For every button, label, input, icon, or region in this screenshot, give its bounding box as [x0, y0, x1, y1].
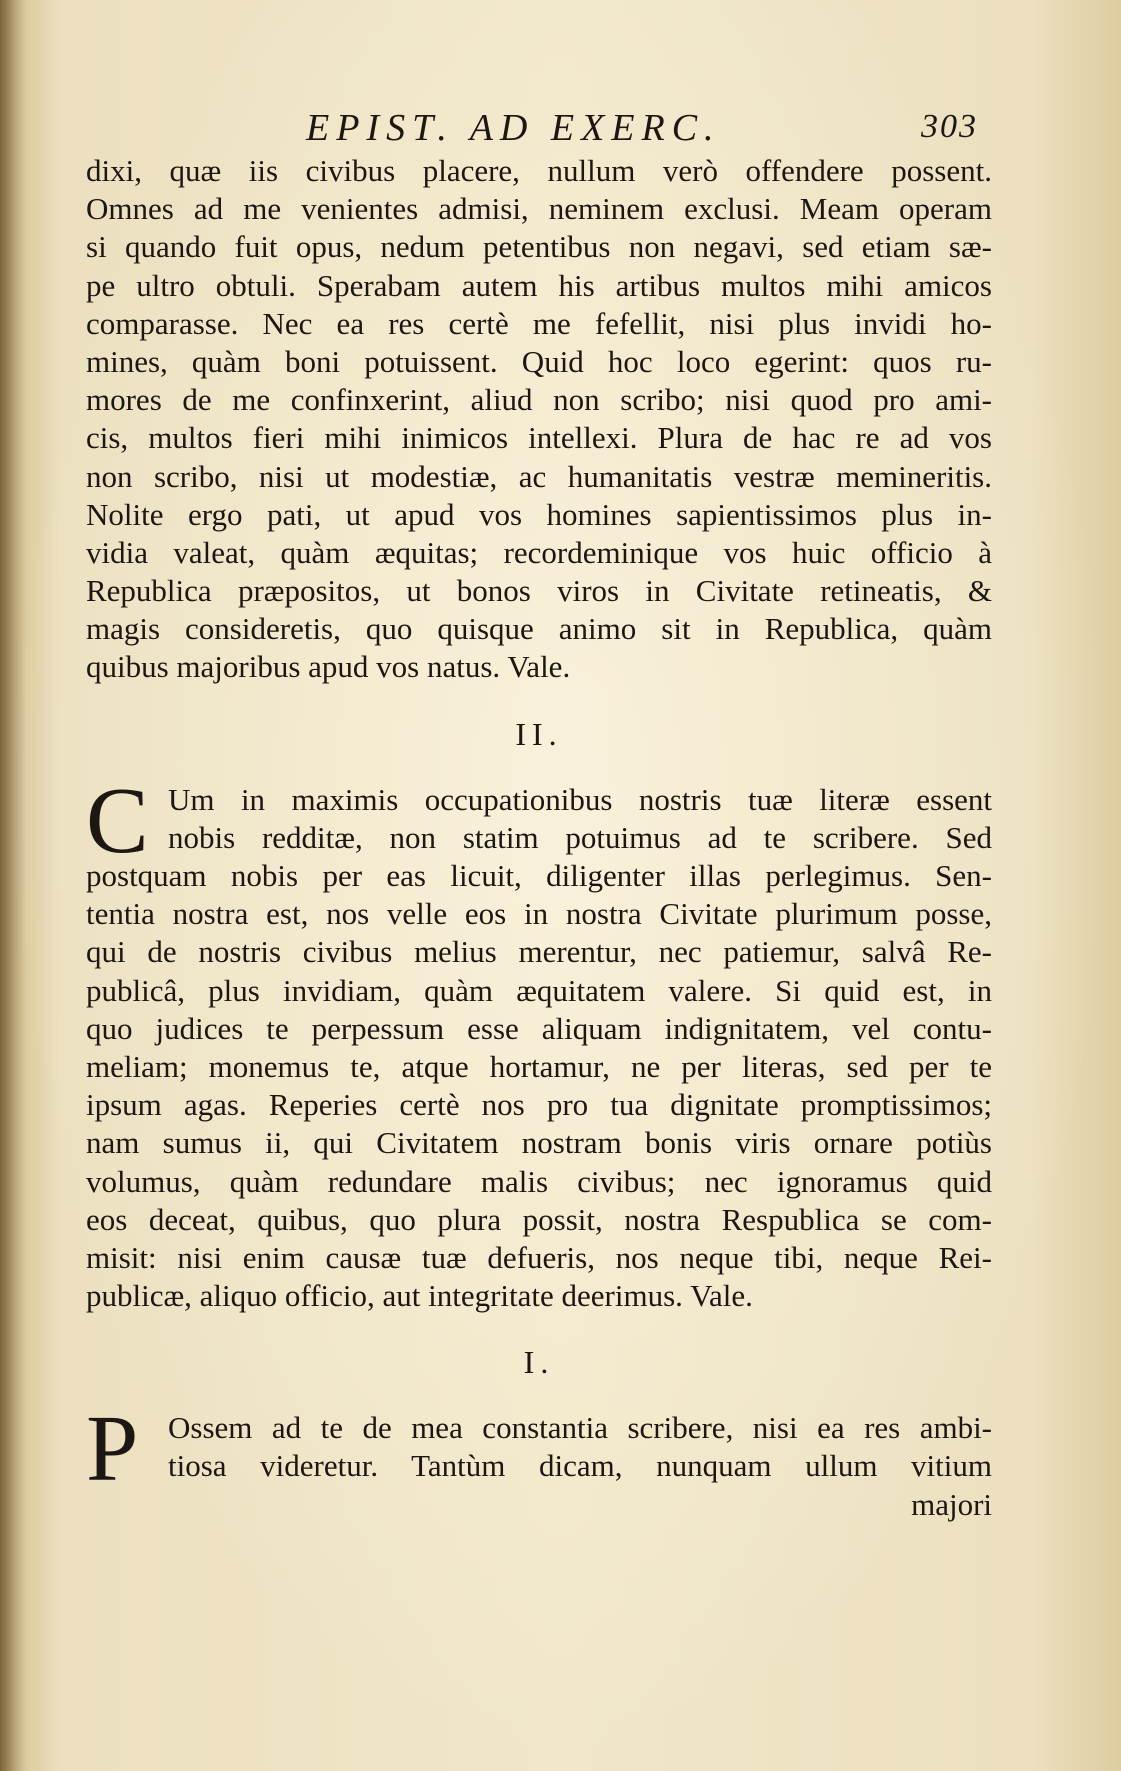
text-line: volumus, quàm redundare malis civibus; nec ignoramus quid [86, 1163, 992, 1199]
running-head-title: EPIST. AD EXERC. [306, 107, 721, 149]
text-line: misit: nisi enim causæ tuæ defueris, nos neque tibi, neque Rei- [86, 1239, 992, 1275]
text-line: eos deceat, quibus, quo plura possit, nostra Respublica se com- [86, 1201, 992, 1237]
section-heading-i: I. [523, 1344, 555, 1381]
running-head [86, 100, 992, 152]
text-line: tiosa videretur. Tantùm dicam, nunquam ullum vitium [168, 1448, 992, 1484]
text-line: pe ultro obtuli. Sperabam autem his artibus multos mihi amicos [86, 267, 992, 303]
text-block [86, 100, 992, 1524]
initial-indented-lines [86, 781, 992, 857]
text-line: Ossem ad te de mea constantia scribere, nisi ea res ambi- [168, 1410, 992, 1446]
letter-i [86, 1397, 992, 1524]
text-line: cis, multos fieri mihi inimicos intellexi. Plura de hac re ad vos [86, 420, 992, 456]
text-line: quibus majoribus apud vos natus. Vale. [86, 649, 571, 685]
drop-cap-initial: C [86, 768, 149, 873]
spine-shadow [0, 0, 26, 1771]
text-line: Republica præpositos, ut bonos viros in Civitate retineatis, & [86, 573, 992, 609]
text-line: qui de nostris civibus melius merentur, nec patiemur, salvâ Re- [86, 934, 992, 970]
page-number: 303 [921, 108, 978, 145]
text-line: publicâ, plus invidiam, quàm æquitatem valere. Si quid est, in [86, 972, 992, 1008]
letter-continuation [86, 152, 992, 687]
text-line: postquam nobis per eas licuit, diligenter illas perlegimus. Sen- [86, 858, 992, 893]
text-line: dixi, quæ iis civibus placere, nullum verò offendere possent. [86, 153, 992, 188]
drop-cap-initial: P [86, 1397, 139, 1502]
text-line: comparasse. Nec ea res certè me fefellit, nisi plus invidi ho- [86, 305, 992, 341]
text-line: meliam; monemus te, atque hortamur, ne per literas, sed per te [86, 1048, 992, 1084]
text-line: nam sumus ii, qui Civitatem nostram bonis viris ornare potiùs [86, 1125, 992, 1161]
text-line: non scribo, nisi ut modestiæ, ac humanitatis vestræ memineritis. [86, 458, 992, 494]
text-line: tentia nostra est, nos velle eos in nostra Civitate plurimum posse, [86, 896, 992, 932]
text-line: Nolite ergo pati, ut apud vos homines sapientissimos plus in- [86, 496, 992, 532]
text-line: Omnes ad me venientes admisi, neminem exclusi. Meam operam [86, 191, 992, 227]
section-heading-ii: II. [515, 715, 563, 752]
catchword: majori [911, 1486, 992, 1522]
initial-indented-lines [86, 1409, 992, 1485]
text-line: mores de me confinxerint, aliud non scribo; nisi quod pro ami- [86, 382, 992, 418]
text-line: vidia valeat, quàm æquitas; recordeminique vos huic officio à [86, 534, 992, 570]
text-line: ipsum agas. Reperies certè nos pro tua dignitate promptissimos; [86, 1087, 992, 1123]
text-line: Um in maximis occupationibus nostris tuæ literæ essent [168, 781, 992, 817]
text-line: mines, quàm boni potuissent. Quid hoc loco egerint: quos ru- [86, 343, 992, 379]
text-line: quo judices te perpessum esse aliquam indignitatem, vel contu- [86, 1010, 992, 1046]
text-line: nobis redditæ, non statim potuimus ad te scribere. Sed [168, 819, 992, 855]
text-line: si quando fuit opus, nedum petentibus non negavi, sed etiam sæ- [86, 229, 992, 265]
text-line: magis consideretis, quo quisque animo sit in Republica, quàm [86, 611, 992, 647]
letter-ii [86, 768, 992, 1316]
text-line: publicæ, aliquo officio, aut integritate deerimus. Vale. [86, 1278, 753, 1314]
